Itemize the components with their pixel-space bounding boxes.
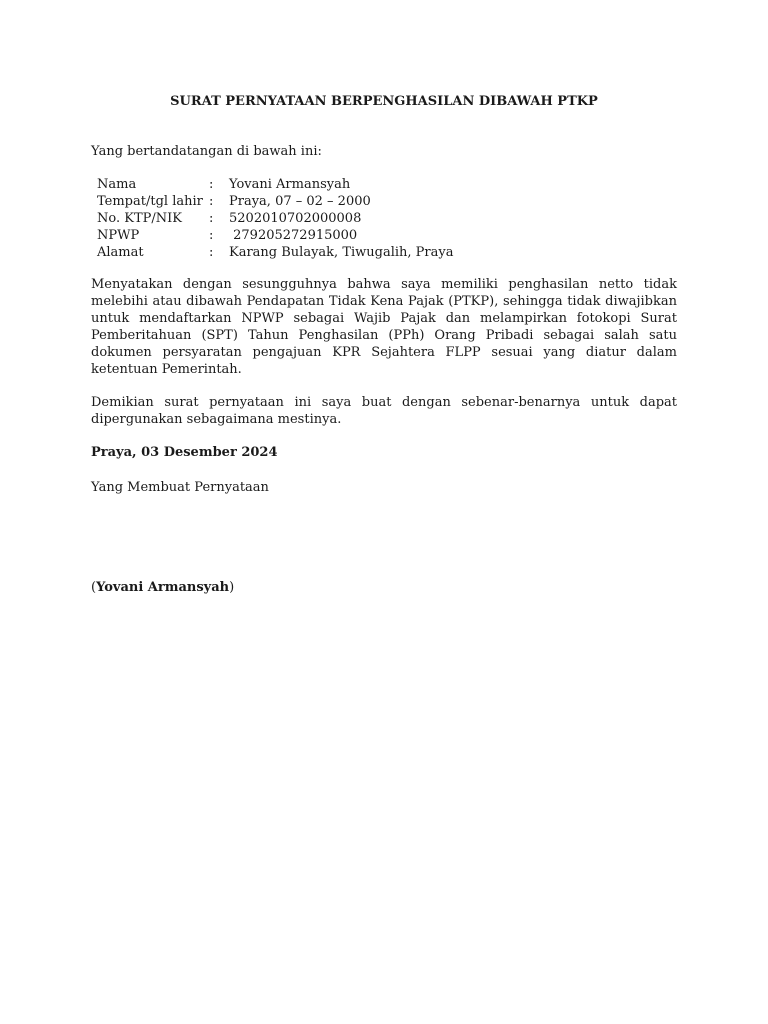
closing-paragraph: Demikian surat pernyataan ini saya buat dengan sebenar-benarnya untuk dapat dipergunakan sebagaimana mestinya. <box>91 395 677 427</box>
field-label: No. KTP/NIK <box>97 211 182 226</box>
signer-open-paren: ( <box>91 580 97 595</box>
document-title: SURAT PERNYATAAN BERPENGHASILAN DIBAWAH PTKP <box>170 94 598 109</box>
field-row-npwp <box>97 227 454 244</box>
field-value: 279205272915000 <box>229 228 358 243</box>
field-value: 5202010702000008 <box>229 211 362 226</box>
field-label: Alamat <box>97 245 144 260</box>
signer-name: Yovani Armansyah <box>96 580 230 595</box>
field-value: Yovani Armansyah <box>229 177 351 192</box>
identity-fields <box>97 176 454 261</box>
field-label: Nama <box>97 177 137 192</box>
statement-paragraph: Menyatakan dengan sesungguhnya bahwa saya memiliki penghasilan netto tidak melebihi atau dibawah Pendapatan Tidak Kena Pajak (PTKP), sehingga tidak diwajibkan untuk mendaftarkan NPWP sebagai Wajib Pajak dan melampirkan fotokopi Surat Pemberitahuan (SPT) Tahun Penghasilan (PPh) Orang Pribadi sebagai salah satu dokumen persyaratan pengajuan KPR Sejahtera FLPP sesuai yang diatur dalam ketentuan Pemerintah. <box>91 277 677 377</box>
field-value: Praya, 07 – 02 – 2000 <box>229 194 371 209</box>
field-row-birth <box>97 193 454 210</box>
field-label: NPWP <box>97 228 140 243</box>
field-row-address <box>97 244 454 261</box>
field-label: Tempat/tgl lahir <box>97 194 203 209</box>
place-date: Praya, 03 Desember 2024 <box>91 445 278 460</box>
field-colon: : <box>209 177 214 192</box>
field-colon: : <box>209 211 214 226</box>
signer-name-block <box>91 579 234 596</box>
field-colon: : <box>209 245 214 260</box>
field-colon: : <box>209 194 214 209</box>
field-row-name <box>97 176 454 193</box>
field-value: Karang Bulayak, Tiwugalih, Praya <box>229 245 454 260</box>
signer-close-paren: ) <box>229 580 235 595</box>
intro-text: Yang bertandatangan di bawah ini: <box>91 144 322 159</box>
maker-label: Yang Membuat Pernyataan <box>91 480 269 495</box>
field-colon: : <box>209 228 214 243</box>
field-row-nik <box>97 210 454 227</box>
